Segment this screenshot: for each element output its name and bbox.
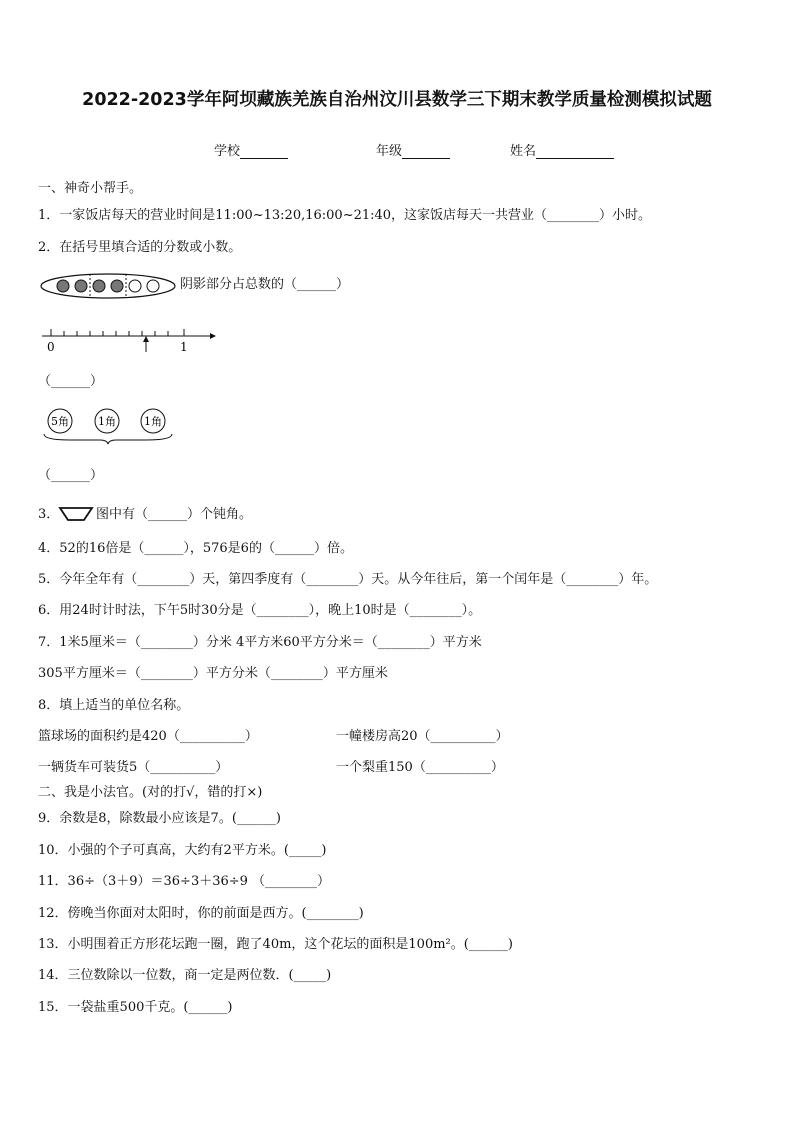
trapezoid-icon	[60, 508, 92, 520]
question-8-item: 篮球场的面积约是420（__________）	[38, 729, 258, 744]
question-7b: 305平方厘米＝（________）平方分米（________）平方厘米	[38, 666, 388, 681]
school-field	[214, 140, 288, 159]
question-6: 6．用24时计时法，下午5时30分是（________），晚上10时是（________）。	[38, 603, 482, 618]
question-2b: （______）	[38, 374, 104, 389]
question-8-item: 一个梨重150（__________）	[336, 760, 504, 775]
question-2: 2．在括号里填合适的分数或小数。	[38, 240, 242, 255]
pointer-arrow-icon	[143, 336, 149, 342]
question-7a: 7．1米5厘米＝（________）分米 4平方米60平方分米＝（________）平方米	[38, 635, 482, 650]
shaded-circle	[93, 280, 105, 292]
shaded-circle	[111, 280, 123, 292]
question-13: 13．小明围着正方形花坛跑一圈，跑了40m，这个花坛的面积是100m²。(______)	[38, 937, 513, 952]
shaded-circle	[75, 280, 87, 292]
question-2a: 阴影部分占总数的（______）	[180, 277, 350, 292]
coin-label: 1角	[98, 415, 116, 428]
question-2c: （______）	[38, 468, 104, 483]
school-blank[interactable]	[240, 144, 288, 159]
name-blank[interactable]	[536, 144, 614, 159]
coin-label: 1角	[144, 415, 162, 428]
axis-label-zero: 0	[47, 340, 55, 354]
grade-blank[interactable]	[402, 144, 450, 159]
question-8: 8．填上适当的单位名称。	[38, 698, 190, 713]
section-2-heading: 二、我是小法官。(对的打√，错的打×)	[38, 785, 263, 800]
question-14: 14．三位数除以一位数，商一定是两位数．(_____)	[38, 968, 332, 983]
question-9: 9．余数是8，除数最小应该是7。(______)	[38, 811, 281, 826]
empty-circle	[147, 280, 159, 292]
brace-icon	[44, 434, 172, 444]
name-field	[510, 140, 614, 159]
axis-label-one: 1	[180, 340, 188, 354]
question-4: 4．52的16倍是（______），576是6的（______）倍。	[38, 541, 353, 556]
coins-figure	[40, 406, 180, 446]
grade-field	[376, 140, 450, 159]
question-3: 图中有（______）个钝角。	[96, 507, 253, 522]
grade-label: 年级	[376, 144, 403, 159]
question-11: 11．36÷（3＋9）＝36÷3＋36÷9 （________）	[38, 874, 331, 889]
question-1: 1．一家饭店每天的营业时间是11:00~13:20,16:00~21:40，这家饭店每天一共营业（________）小时。	[38, 208, 652, 223]
coin-label: 5角	[51, 415, 69, 428]
number-line	[38, 324, 218, 356]
question-8-item: 一幢楼房高20（__________）	[336, 729, 509, 744]
empty-circle	[129, 280, 141, 292]
question-8-item: 一辆货车可装货5（__________）	[38, 760, 229, 775]
axis-arrow-icon	[210, 333, 216, 339]
name-label: 姓名	[510, 144, 537, 159]
question-15: 15．一袋盐重500千克。(______)	[38, 1000, 233, 1015]
circles-figure	[40, 272, 180, 300]
question-12: 12．傍晚当你面对太阳时，你的前面是西方。(________)	[38, 906, 364, 921]
question-3-number: 3．	[38, 507, 60, 522]
section-1-heading: 一、神奇小帮手。	[38, 181, 143, 196]
school-label: 学校	[214, 144, 241, 159]
shaded-circle	[57, 280, 69, 292]
ticks	[51, 329, 184, 336]
trapezoid-figure	[58, 505, 94, 523]
question-5: 5．今年全年有（________）天，第四季度有（________）天。从今年往后，第一个闰年是（________）年。	[38, 572, 658, 587]
page-title: 2022-2023学年阿坝藏族羌族自治州汶川县数学三下期末教学质量检测模拟试题	[82, 90, 712, 110]
question-10: 10．小强的个子可真高，大约有2平方米。(_____)	[38, 843, 327, 858]
